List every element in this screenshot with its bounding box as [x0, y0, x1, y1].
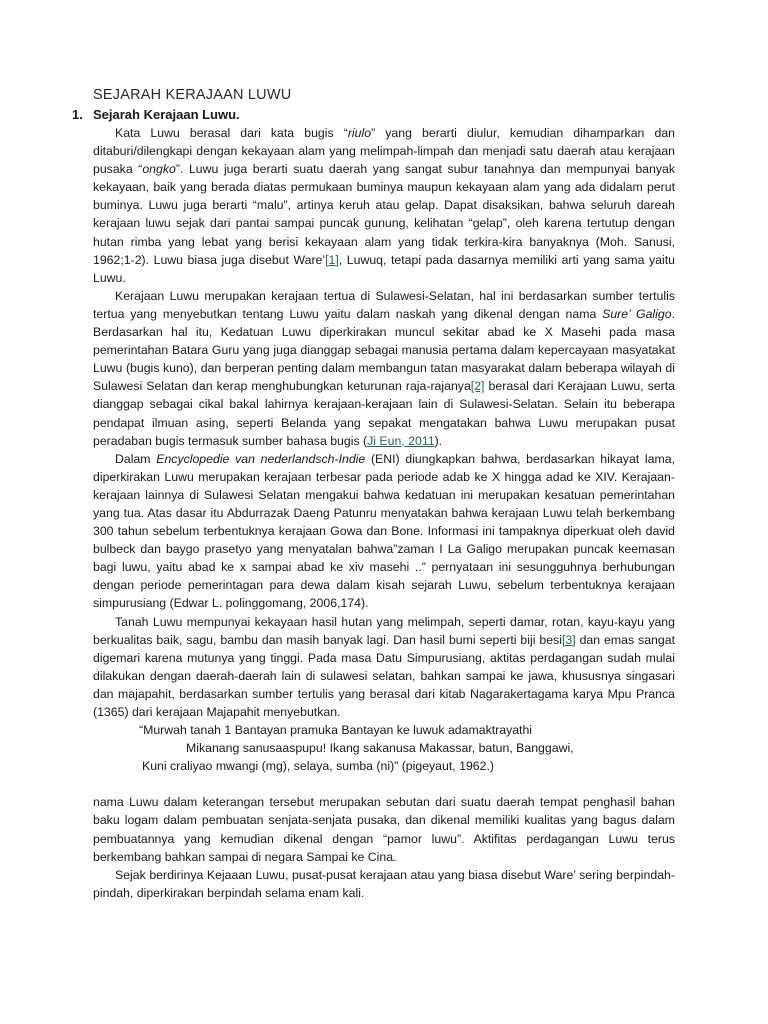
document-body [93, 124, 675, 902]
italic-term: riulo [347, 126, 372, 140]
italic-term: ongko [142, 162, 176, 177]
paragraph [93, 613, 675, 722]
text-run: ). [434, 433, 443, 448]
text-run: ” yang berarti diulur, kemudian dihamparkan dan ditaburi/dilengkapi dengan kekayaan alam yang melimpah-limpah dan menjadi satu daerah atau kerajaan pusaka “ [93, 126, 675, 177]
paragraph [93, 124, 675, 287]
text-run: , Luwuq, tetapi pada dasarnya memiliki arti yang sama yaitu Luwu. [93, 252, 675, 285]
text-run: . Berdasarkan hal itu, Kedatuan Luwu diperkirakan muncul sekitar abad ke X Masehi pada masa pemerintahan Batara Guru yang juga dianggap sebagai manusia pertama dalam kepercayaan masyatakat Luwu (bugis kuno), dan berperan penting dalam membangun tatan masyarakat dalam beberapa wilayah di Sulawesi Selatan dan kerap menghubungkan keturunan raja-rajanya [93, 306, 675, 394]
page-title: SEJARAH KERAJAAN LUWU [93, 87, 292, 103]
paragraph [93, 866, 675, 902]
section-heading [72, 107, 240, 122]
text-run: ”. Luwu juga berarti suatu daerah yang sangat subur tanahnya dan mempunyai banyak kekayaan, baik yang berada diatas permukaan buminya maupun kekayaan alam yang ada didalam perut buminya. Luwu juga berarti “malu”, artinya keruh atau gelap. Dapat disaksikan, bahwa seluruh dareah kerajaan luwu sejak dari pantai sampai puncak gunung, kelihatan “gelap”, oleh karena tertutup dengan hutan rimba yang lebat yang berisi kekayaan alam yang tidak terkira-kira banyaknya (Moh. Sanusi, 1962;1-2). Luwu biasa juga disebut Ware’ [93, 162, 675, 267]
paragraph [93, 287, 675, 450]
text-run: Kata Luwu berasal dari kata bugis “ [115, 126, 348, 140]
text-run: Kerajaan Luwu merupakan kerajaan tertua di Sulawesi-Selatan, hal ini berdasarkan sumber tertulis tertua yang menyebutkan tentang Luwu yaitu dalam naskah yang dikenal dengan nama [93, 288, 675, 321]
quote-line: Mikanang sanusaaspupu! Ikang sakanusa Makassar, batun, Banggawi, [186, 741, 574, 756]
spacer [93, 775, 675, 793]
reference-link[interactable]: [2] [470, 379, 485, 394]
text-run: (ENI) diungkapkan bahwa, berdasarkan hikayat lama, diperkirakan Luwu merupakan kerajaan terbesar pada periode adab ke X hingga adad ke XIV. Kerajaan-kerajaan lainnya di Sulawesi Selatan mengakui bahwa kedatuan ini merupakan kesatuan pemerintahan yang tua. Atas dasar itu Abdurrazak Daeng Patunru menyatakan bahwa kerajaan Luwu telah berkembang 300 tahun sebelum terbentuknya kerajaan Gowa dan Bone. Informasi ini tampaknya diperkuat oleh david bulbeck dan baygo prasetyo yang menyatalan bahwa”zaman I La Galigo merupakan puncak keemasan bagi luwu, yaitu abad ke x sampai abad ke xiv masehi ..” pernyataan ini sesungguhnya berhubungan dengan periode pemerintagan para dewa dalam kisah sejarah Luwu, sebelum terbentuknya kerajaan simpurusiang (Edwar L. polinggomang, 2006,174). [93, 451, 675, 611]
reference-link[interactable]: [3] [561, 632, 576, 647]
text-run: Dalam [115, 451, 157, 466]
italic-term: Encyclopedie van nederlandsch-Indie [156, 451, 366, 466]
paragraph [93, 450, 675, 613]
quote-line: “Murwah tanah 1 Bantayan pramuka Bantayan ke luwuk adamaktrayathi [139, 723, 533, 738]
section-number: 1. [72, 107, 83, 122]
quote-line: Kuni craliyao mwangi (mg), selaya, sumba (ni)” (pigeyaut, 1962.) [142, 759, 494, 774]
italic-term: Sure’ Galigo [602, 306, 672, 321]
reference-link[interactable]: [1] [325, 252, 339, 267]
section-heading-text: Sejarah Kerajaan Luwu. [93, 107, 240, 122]
paragraph [93, 793, 675, 865]
text-run: Sejak berdirinya Kejaaan Luwu, pusat-pusat kerajaan atau yang biasa disebut Ware’ sering berpindah-pindah, diperkirakan berpindah selama enam kali. [93, 867, 675, 900]
text-run: Tanah Luwu mempunyai kekayaan hasil hutan yang melimpah, seperti damar, rotan, kayu-kayu yang berkualitas baik, sagu, bambu dan masih banyak lagi. Dan hasil bumi seperti biji besi [93, 614, 675, 647]
text-run: nama Luwu dalam keterangan tersebut merupakan sebutan dari suatu daerah tempat penghasil bahan baku logam dalam pembuatan senjata-senjata pusaka, dan dikenal memiliki kualitas yang bagus dalam pembuatannya yang kemudian dikenal dengan “pamor luwu”. Aktifitas perdagangan Luwu terus berkembang bahkan sampai di negara Sampai ke Cina. [93, 795, 675, 864]
text-run: berasal dari Kerajaan Luwu, serta dianggap sebagai cikal bakal lahirnya kerajaan-kerajaan lain di Sulawesi-Selatan. Selain itu beberapa pendapat ilmuan asing, seperti Belanda yang sepakat mengatakan bahwa Luwu merupakan pusat peradaban bugis termasuk sumber bahasa bugis ( [93, 379, 675, 448]
reference-link[interactable]: Ji Eun, 2011 [367, 433, 435, 448]
text-run: dan emas sangat digemari karena mutunya yang tinggi. Pada masa Datu Simpurusiang, aktitas perdagangan sudah mulai dilakukan dengan daerah-daerah lain di sulawesi selatan, bahkan sampai ke jawa, khususnya singasari dan majapahit, berdasarkan sumber tertulis yang berasal dari kitab Nagarakertagama karya Mpu Pranca (1365) dari kerajaan Majapahit menyebutkan. [93, 632, 675, 719]
